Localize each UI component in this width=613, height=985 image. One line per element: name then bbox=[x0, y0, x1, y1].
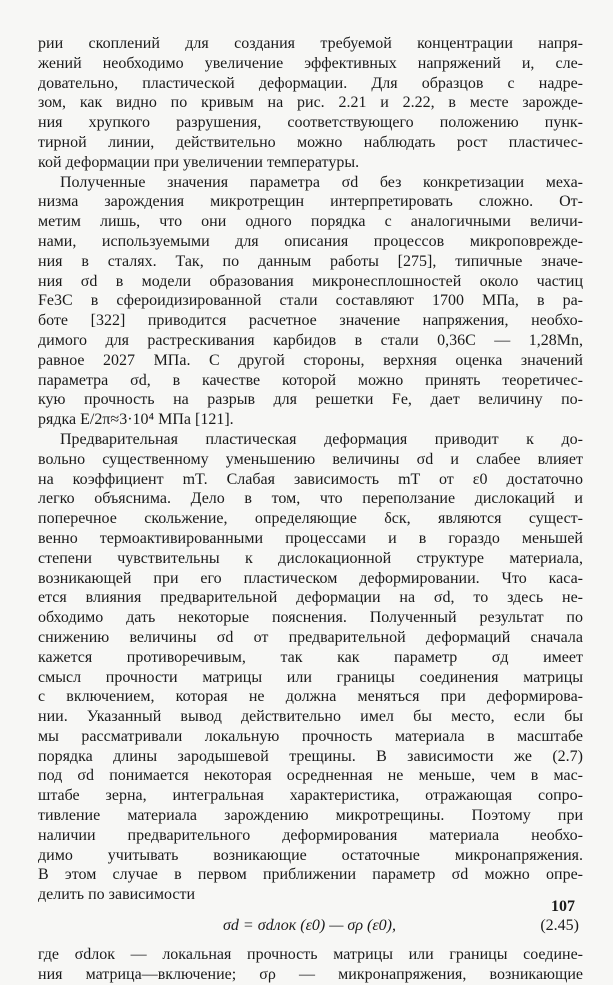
equation-number: (2.45) bbox=[540, 917, 579, 935]
paragraph-4 bbox=[38, 945, 583, 985]
text-line: делить по зависимости bbox=[38, 886, 196, 904]
text-line: зом, как видно по кривым на рис. 2.21 и 2.22, в месте зарожде- bbox=[38, 94, 583, 112]
text-line: димо учитывать возникающие остаточные микронапряжения. bbox=[38, 846, 583, 864]
text-line: наличии предварительного деформирования материала необхо- bbox=[38, 826, 583, 844]
text-line: ния матрица—включение; σρ — микронапряжения, возникающие bbox=[38, 965, 583, 983]
text-line: димого для растрескивания карбидов в стали 0,36С — 1,28Mn, bbox=[38, 331, 583, 349]
text-line: жений необходимо увеличение эффективных напряжений и, сле- bbox=[38, 54, 583, 72]
text-line: порядка длины зародышевой трещины. В зависимости же (2.7) bbox=[38, 747, 583, 765]
equation-body: σd = σdлок (ε0) — σρ (ε0), bbox=[223, 917, 396, 935]
text-line: Fe3C в сфероидизированной стали составляют 1700 МПа, в ра- bbox=[38, 292, 583, 310]
text-line: возникающей при его пластическом деформировании. Что каса- bbox=[38, 569, 583, 587]
text-line: на коэффициент mT. Слабая зависимость mT от ε0 достаточно bbox=[38, 470, 583, 488]
text-line: Предварительная пластическая деформация приводит к до- bbox=[60, 430, 583, 448]
text-line: параметра σd, в качестве которой можно принять теоретичес- bbox=[38, 371, 583, 389]
paragraph-3 bbox=[38, 430, 583, 905]
page-number: 107 bbox=[551, 898, 575, 915]
text-line: низма зарождения микротрещин интерпретировать сложно. От- bbox=[38, 193, 583, 211]
text-line: рядка E/2π≈3·10⁴ МПа [121]. bbox=[38, 411, 234, 429]
text-line: нии. Указанный вывод действительно имел бы место, если бы bbox=[38, 708, 583, 726]
paragraph-1 bbox=[38, 34, 583, 173]
text-line: Полученные значения параметра σd без конкретизации меха- bbox=[60, 173, 583, 191]
text-line: мы рассматривали локальную прочность материала в масштабе bbox=[38, 727, 583, 745]
text-line: обходимо дать некоторые пояснения. Полученный результат по bbox=[38, 609, 583, 627]
text-line: кажется противоречивым, так как параметр σд имеет bbox=[38, 648, 583, 666]
page-text bbox=[38, 34, 583, 985]
text-line: В этом случае в первом приближении параметр σd можно опре- bbox=[38, 866, 583, 884]
text-line: поперечное скольжение, определяющие δск, являются сущест- bbox=[38, 510, 583, 528]
text-line: ния хрупкого разрушения, соответствующего положению пунк- bbox=[38, 114, 583, 132]
text-line: тирной линии, действительно можно наблюдать рост пластичес- bbox=[38, 133, 583, 151]
text-line: нами, используемыми для описания процессов микроповрежде- bbox=[38, 232, 583, 250]
text-line: ния σd в модели образования микронесплошностей около частиц bbox=[38, 272, 583, 290]
text-line: рии скоплений для создания требуемой концентрации напря- bbox=[38, 35, 583, 52]
text-line: боте [322] приводится расчетное значение напряжения, необхо- bbox=[38, 312, 583, 330]
text-line: метим лишь, что они одного порядка с аналогичными величи- bbox=[38, 213, 583, 231]
text-line: ется влияния предварительной деформации на σd, то здесь не- bbox=[38, 589, 583, 607]
text-line: довательно, пластической деформации. Для образцов с надре- bbox=[38, 74, 583, 92]
text-line: кую прочность на разрыв для решетки Fe, дает величину по- bbox=[38, 391, 583, 409]
paragraph-2 bbox=[38, 173, 583, 430]
text-line: вольно существенному уменьшению величины σd и слабее влияет bbox=[38, 450, 583, 468]
text-line: штабе зерна, интегральная характеристика, отражающая сопро- bbox=[38, 787, 583, 805]
text-line: с включением, которая не должна меняться при деформирова- bbox=[38, 688, 583, 706]
text-line: равное 2027 МПа. С другой стороны, верхняя оценка значений bbox=[38, 351, 583, 369]
text-line: где σdлок — локальная прочность матрицы или границы соедине- bbox=[38, 946, 583, 964]
text-line: под σd понимается некоторая осредненная не меньше, чем в мас- bbox=[38, 767, 583, 785]
text-line: кой деформации при увеличении температуры. bbox=[38, 153, 360, 171]
text-line: венно термоактивированными процессами и в гораздо меньшей bbox=[38, 529, 583, 547]
equation-2-45 bbox=[38, 909, 583, 943]
text-line: ния в сталях. Так, по данным работы [275], типичные значе- bbox=[38, 252, 583, 270]
text-line: снижению величины σd от предварительной деформаций сначала bbox=[38, 628, 583, 646]
text-line: тивление материала зарождению микротрещины. Поэтому при bbox=[38, 807, 583, 825]
text-line: степени чувствительны к дислокационной структуре материала, bbox=[38, 549, 583, 567]
text-line: смысл прочности матрицы или границы соединения матрицы bbox=[38, 668, 583, 686]
text-line: легко объяснима. Дело в том, что переползание дислокаций и bbox=[38, 490, 583, 508]
